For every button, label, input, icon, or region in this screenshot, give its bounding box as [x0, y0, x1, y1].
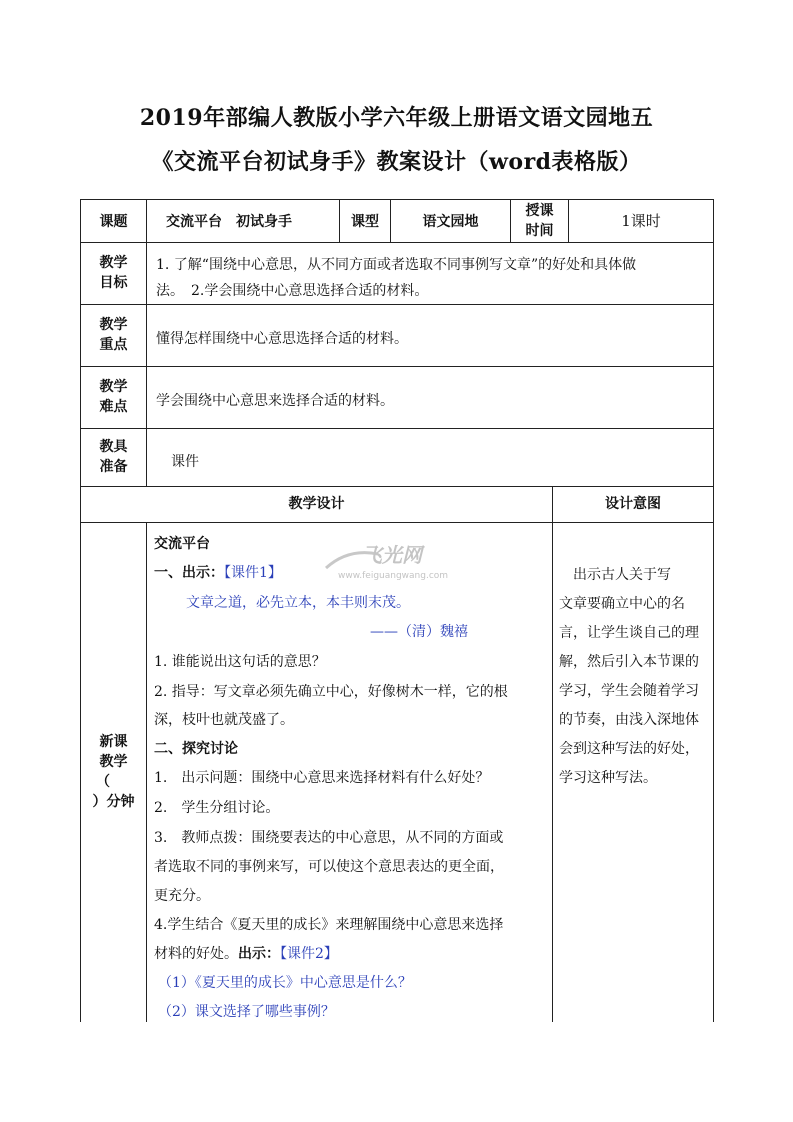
- discussion-4-line1: 4.学生结合《夏天里的成长》来理解围绕中心意思来选择: [154, 917, 504, 933]
- design-intent-line: 学习，学生会随着学习: [559, 683, 699, 699]
- design-intent-line: 会到这种写法的好处，: [559, 741, 699, 757]
- design-intent-line: 的节奏，由浅入深地体: [559, 712, 699, 728]
- guidance-line-1: 2. 指导：写文章必须先确立中心，好像树木一样，它的根: [154, 684, 508, 700]
- difficulties-text: 学会围绕中心意思来选择合适的材料。: [156, 393, 394, 409]
- design-intent: [559, 561, 711, 793]
- discussion-4-show: 出示：: [238, 946, 280, 962]
- sub-question-2: （2）课文选择了哪些事例？: [158, 1004, 335, 1020]
- tools-label-2: 准备: [99, 459, 128, 475]
- type-label: 课型: [351, 214, 379, 230]
- discussion-3-line2: 者选取不同的事例来写，可以使这个意思表达的更全面，: [154, 859, 504, 875]
- discussion-1: 1. 出示问题：围绕中心意思来选择材料有什么好处？: [154, 770, 490, 786]
- discussion-3-line1: 3. 教师点拨：围绕要表达的中心意思，从不同的方面或: [154, 830, 504, 846]
- type-value: 语文园地: [422, 214, 479, 230]
- heading-show-1-prefix: 一、出示：: [154, 565, 224, 581]
- course-label: 课题: [99, 214, 128, 230]
- new-lesson-label-1: 新课: [99, 734, 128, 750]
- sub-question-1: （1）《夏天里的成长》中心意思是什么？: [158, 975, 412, 991]
- new-lesson-label-4: ）分钟: [92, 794, 135, 810]
- time-label-2: 时间: [525, 223, 554, 239]
- key-points-label-1: 教学: [99, 317, 128, 333]
- key-points-text: 懂得怎样围绕中心意思选择合适的材料。: [156, 331, 408, 347]
- goals-line1: 1. 了解“围绕中心意思，从不同方面或者选取不同事例写文章”的好处和具体做: [156, 257, 637, 273]
- tools-label-1: 教具: [99, 439, 128, 455]
- svg-text:飞光网: 飞光网: [362, 543, 422, 567]
- design-header: 教学设计: [288, 496, 345, 512]
- design-intent-line: 出示古人关于写: [559, 567, 671, 583]
- quote-source: ——（清）魏禧: [370, 624, 468, 640]
- tools-text: 课件: [171, 454, 199, 470]
- discussion-4-line2: [154, 943, 338, 963]
- goals-line2: 法。 2.学会围绕中心意思选择合适的材料。: [156, 283, 429, 299]
- new-lesson-label-3: （: [96, 774, 110, 790]
- guidance-line-2: 深，枝叶也就茂盛了。: [154, 712, 294, 728]
- new-lesson-label-2: 教学: [99, 754, 128, 770]
- document-title-line1: 2019年部编人教版小学六年级上册语文语文园地五: [139, 105, 654, 131]
- key-points-label-2: 重点: [99, 337, 128, 353]
- courseware-tag-1: 【课件1】: [224, 565, 282, 581]
- design-intent-line: 言，让学生谈自己的理: [559, 625, 699, 641]
- time-label-1: 授课: [525, 203, 554, 219]
- svg-text:www.feiguangwang.com: www.feiguangwang.com: [338, 571, 449, 581]
- document-title-line2: 《交流平台初试身手》教案设计（word表格版）: [151, 149, 642, 175]
- courseware-tag-2: 【课件2】: [280, 946, 338, 962]
- difficulties-label-2: 难点: [99, 399, 128, 415]
- section-title: 交流平台: [154, 536, 210, 552]
- discussion-4-text: 材料的好处。: [154, 946, 238, 962]
- intent-header: 设计意图: [605, 496, 661, 512]
- design-intent-line: 解，然后引入本节课的: [559, 654, 699, 670]
- course-value: 交流平台 初试身手: [166, 214, 292, 230]
- goals-label-2: 目标: [99, 275, 128, 291]
- discussion-2: 2. 学生分组讨论。: [154, 800, 280, 816]
- heading-show-1: [154, 562, 282, 582]
- goals-label-1: 教学: [99, 255, 128, 271]
- time-value: 1课时: [621, 212, 661, 230]
- discussion-3-line3: 更充分。: [154, 888, 210, 904]
- quote-text: 文章之道，必先立本，本丰则末茂。: [186, 595, 410, 611]
- design-intent-line: 学习这种写法。: [559, 770, 657, 786]
- heading-discussion: 二、探究讨论: [154, 741, 238, 757]
- question-1: 1. 谁能说出这句话的意思？: [154, 654, 326, 670]
- difficulties-label-1: 教学: [99, 379, 128, 395]
- design-intent-line: 文章要确立中心的名: [559, 596, 685, 612]
- watermark-logo: [318, 540, 468, 586]
